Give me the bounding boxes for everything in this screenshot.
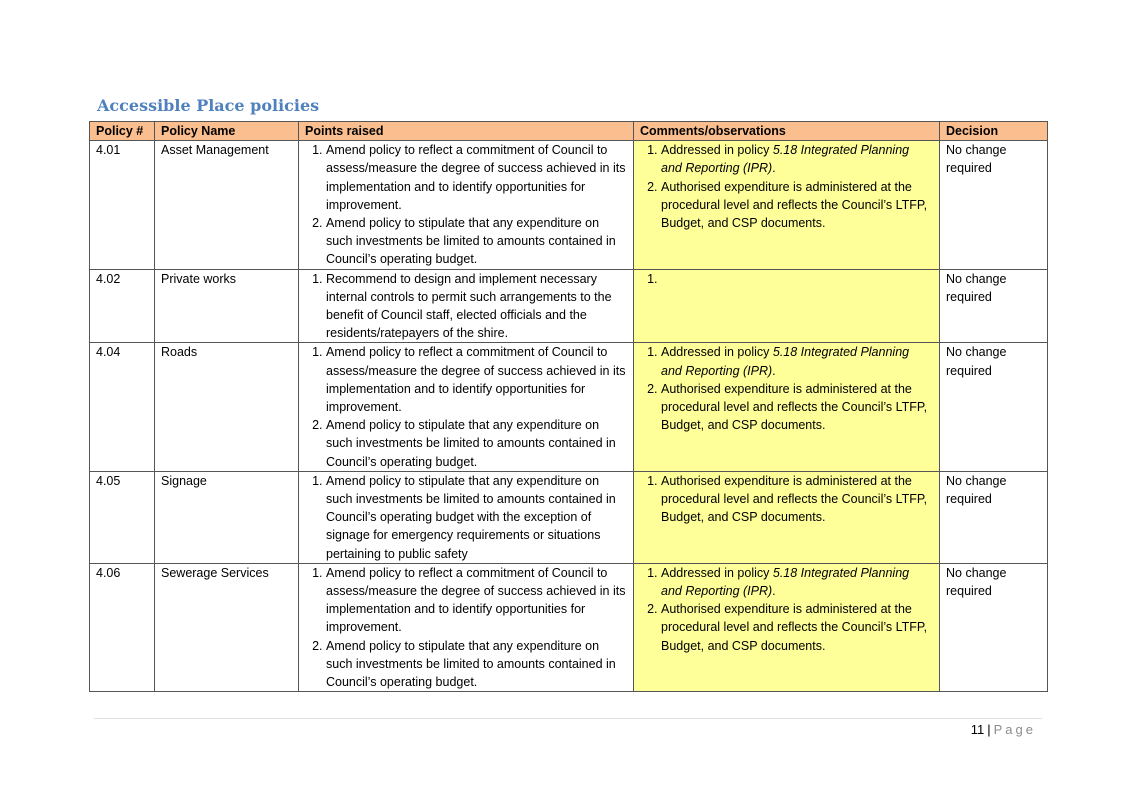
comments-list: [640, 141, 933, 232]
cell-policy-name: Sewerage Services: [155, 563, 299, 691]
points-list: [305, 343, 627, 470]
cell-policy-no: 4.01: [90, 141, 155, 269]
cell-comments: [634, 141, 940, 269]
cell-policy-no: 4.06: [90, 563, 155, 691]
point-item: 1. Amend policy to reflect a commitment of Council to assess/measure the degree of success achieved in its implementation and to identify opportunities for improvement.: [326, 141, 627, 214]
cell-points-raised: [299, 563, 634, 691]
page-footer: [971, 722, 1036, 737]
comments-list: [640, 270, 933, 288]
cell-policy-no: 4.05: [90, 471, 155, 563]
points-list: [305, 472, 627, 563]
table-row: [90, 141, 1048, 269]
comment-text: Addressed in policy: [661, 143, 773, 158]
points-list: [305, 141, 627, 268]
point-item: 2. Amend policy to stipulate that any expenditure on such investments be limited to amounts contained in Council’s operating budget.: [326, 416, 627, 471]
table-row: [90, 269, 1048, 343]
comment-item: [661, 141, 933, 177]
header-points-raised: Points raised: [299, 122, 634, 141]
comment-policy-reference: 5.18 Integrated Planning and Reporting (IPR): [661, 565, 910, 599]
cell-points-raised: [299, 471, 634, 563]
comment-text: Authorised expenditure is administered at the procedural level and reflects the Council’s LTFP, Budget, and CSP documents.: [661, 179, 928, 231]
point-item: 1. Amend policy to stipulate that any expenditure on such investments be limited to amounts contained in Council’s operating budget with the exception of signage for emergency requirements or situations pertaining to public safety: [326, 472, 627, 563]
comment-item: [661, 472, 933, 527]
comment-suffix: .: [772, 363, 776, 378]
comment-policy-reference: 5.18 Integrated Planning and Reporting (IPR): [661, 345, 910, 378]
cell-comments: [634, 563, 940, 691]
comment-suffix: .: [772, 161, 776, 176]
policies-table: [89, 121, 1048, 692]
table-header-row: [90, 122, 1048, 141]
footer-separator: |: [987, 722, 991, 737]
comment-text: Addressed in policy: [661, 565, 773, 580]
point-item: 1. Amend policy to reflect a commitment of Council to assess/measure the degree of success achieved in its implementation and to identify opportunities for improvement.: [326, 564, 627, 637]
section-title: Accessible Place policies: [97, 96, 320, 115]
header-comments: Comments/observations: [634, 122, 940, 141]
cell-decision: No change required: [940, 471, 1048, 563]
cell-comments: [634, 471, 940, 563]
points-list: [305, 564, 627, 691]
point-item: 2. Amend policy to stipulate that any expenditure on such investments be limited to amounts contained in Council’s operating budget.: [326, 214, 627, 269]
comment-text: Authorised expenditure is administered at the procedural level and reflects the Council’s LTFP, Budget, and CSP documents.: [661, 602, 928, 653]
cell-comments: [634, 343, 940, 471]
comment-policy-reference: 5.18 Integrated Planning and Reporting (IPR): [661, 143, 910, 176]
header-policy-no: Policy #: [90, 122, 155, 141]
table-body: [90, 141, 1048, 692]
cell-policy-name: Private works: [155, 269, 299, 343]
cell-decision: No change required: [940, 141, 1048, 269]
point-item: 2. Amend policy to stipulate that any expenditure on such investments be limited to amounts contained in Council’s operating budget.: [326, 637, 627, 692]
comments-list: [640, 472, 933, 527]
points-list: [305, 270, 627, 343]
comment-text: Authorised expenditure is administered at the procedural level and reflects the Council’s LTFP, Budget, and CSP documents.: [661, 473, 928, 525]
comment-item: [661, 178, 933, 233]
comment-item: [661, 380, 933, 435]
table-row: [90, 471, 1048, 563]
cell-points-raised: [299, 141, 634, 269]
comment-suffix: .: [772, 584, 776, 599]
comment-item: [661, 270, 933, 288]
cell-policy-name: Signage: [155, 471, 299, 563]
table-row: [90, 563, 1048, 691]
cell-points-raised: [299, 343, 634, 471]
comment-item: [661, 600, 933, 655]
header-policy-name: Policy Name: [155, 122, 299, 141]
cell-policy-name: Roads: [155, 343, 299, 471]
point-item: 1. Recommend to design and implement necessary internal controls to permit such arrangements to the benefit of Council staff, elected officials and the residents/ratepayers of the shire.: [326, 270, 627, 343]
table-row: [90, 343, 1048, 471]
cell-points-raised: [299, 269, 634, 343]
header-decision: Decision: [940, 122, 1048, 141]
comments-list: [640, 564, 933, 655]
page-label: Page: [993, 722, 1036, 737]
comments-list: [640, 343, 933, 434]
cell-comments: [634, 269, 940, 343]
cell-policy-no: 4.02: [90, 269, 155, 343]
comment-text: Authorised expenditure is administered at the procedural level and reflects the Council’s LTFP, Budget, and CSP documents.: [661, 381, 928, 433]
comment-item: [661, 343, 933, 379]
page-number: 11: [970, 722, 985, 737]
comment-text: Addressed in policy: [661, 345, 773, 360]
point-item: 1. Amend policy to reflect a commitment of Council to assess/measure the degree of success achieved in its implementation and to identify opportunities for improvement.: [326, 343, 627, 416]
cell-policy-no: 4.04: [90, 343, 155, 471]
cell-decision: No change required: [940, 269, 1048, 343]
cell-policy-name: Asset Management: [155, 141, 299, 269]
comment-item: [661, 564, 933, 600]
cell-decision: No change required: [940, 343, 1048, 471]
cell-decision: No change required: [940, 563, 1048, 691]
footer-divider: [94, 718, 1042, 719]
